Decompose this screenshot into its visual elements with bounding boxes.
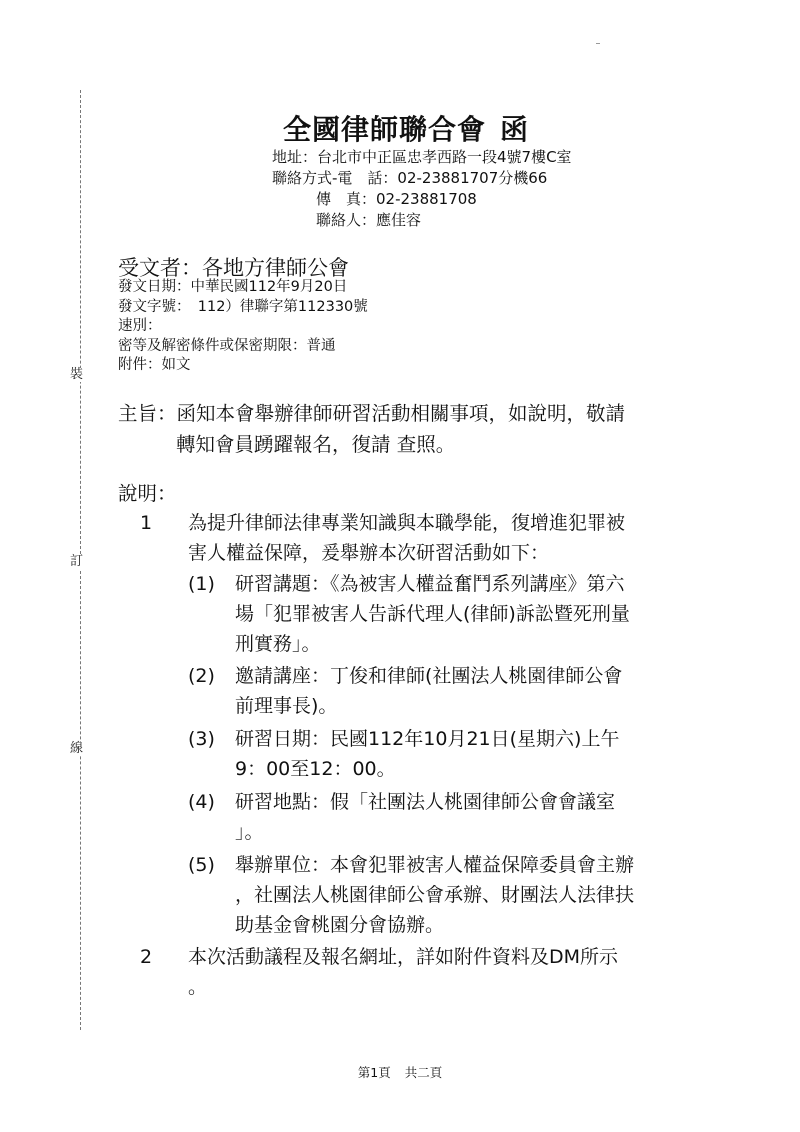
sub3-line-1: 研習日期：民國112年10月21日(星期六)上午 — [235, 728, 620, 750]
sender-fax: 傳 真：02-23881708 — [316, 190, 477, 208]
document-meta — [118, 278, 368, 376]
document-title — [0, 108, 800, 148]
sub-item-number: (1) — [188, 573, 215, 595]
org-name: 全國律師聯合會 — [282, 113, 486, 146]
sub1-line-2: 場「犯罪被害人告訴代理人(律師)訴訟暨死刑量 — [235, 603, 630, 625]
sub5-line-3: 助基金會桃園分會協辦。 — [235, 914, 445, 936]
subject-line-1: 主旨：函知本會舉辦律師研習活動相關事項，如說明，敬請 — [118, 402, 626, 425]
sub5-line-1: 舉辦單位：本會犯罪被害人權益保障委員會主辦 — [235, 854, 635, 876]
sub5-line-2: ，社團法人桃園律師公會承辦、財團法人法律扶 — [235, 884, 635, 906]
sub1-line-3: 刑實務」。 — [235, 633, 321, 655]
item1-line-2: 害人權益保障，爰舉辦本次研習活動如下： — [188, 542, 550, 564]
sub-item-number: (5) — [188, 854, 215, 876]
item-number: 2 — [140, 946, 153, 968]
sender-contact-person: 聯絡人：應佳容 — [316, 211, 422, 229]
item2-line-2: 。 — [188, 976, 208, 998]
margin-order-char: 訂 — [70, 554, 84, 569]
issue-number: 發文字號： 112）律聯字第112330號 — [118, 298, 368, 315]
item2-line-1: 本次活動議程及報名網址，詳如附件資料及DM所示 — [188, 946, 619, 968]
sender-info — [272, 147, 572, 231]
page-total: 共二頁 — [404, 1065, 443, 1080]
page-number: 第1頁 — [357, 1065, 391, 1080]
margin-bind-char: 裝 — [70, 367, 84, 382]
sub4-line-1: 研習地點：假「社團法人桃園律師公會會議室 — [235, 791, 616, 813]
margin-line-char: 線 — [70, 741, 84, 756]
sub4-line-2: 」。 — [235, 821, 264, 843]
subject-line-2: 轉知會員踴躍報名，復請 查照。 — [176, 433, 456, 456]
speed-class: 速別： — [118, 318, 162, 334]
sub2-line-2: 前理事長)。 — [235, 695, 338, 717]
sender-address: 地址：台北市中正區忠孝西路一段4號7樓C室 — [272, 148, 572, 166]
doc-kind: 函 — [500, 113, 530, 146]
subject — [118, 398, 625, 460]
issue-date: 發文日期：中華民國112年9月20日 — [118, 279, 348, 295]
sub-item-number: (2) — [188, 665, 215, 687]
sub-item-number: (4) — [188, 791, 215, 813]
sub3-line-2: 9：00至12：00。 — [235, 758, 396, 780]
secrecy-level: 密等及解密條件或保密期限：普通 — [118, 337, 336, 354]
explanation-heading: 說明： — [118, 482, 177, 505]
item-number: 1 — [140, 512, 153, 534]
sub2-line-1: 邀請講座：丁俊和律師(社團法人桃園律師公會 — [235, 665, 623, 687]
sub1-line-1: 研習講題：《為被害人權益奮鬥系列講座》第六 — [235, 573, 625, 595]
attachment-note: 附件：如文 — [118, 357, 191, 373]
scan-speck — [596, 43, 600, 44]
page-footer — [0, 1063, 800, 1081]
sub-item-number: (3) — [188, 728, 215, 750]
recipient: 受文者：各地方律師公會 — [118, 256, 349, 280]
item1-line-1: 為提升律師法律專業知識與本職學能，復增進犯罪被 — [188, 512, 626, 534]
sender-tel: 聯絡方式-電 話：02-23881707分機66 — [272, 169, 548, 187]
